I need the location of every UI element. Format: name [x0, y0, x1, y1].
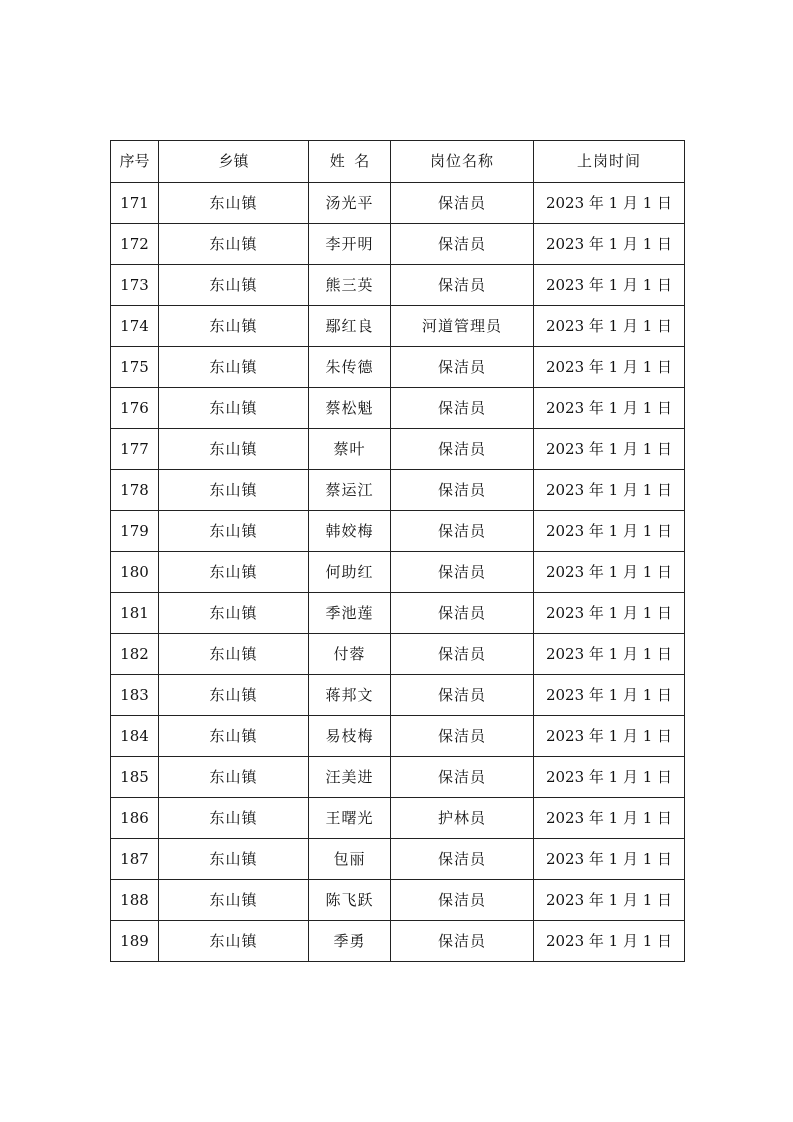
cell-seq: 183	[111, 675, 159, 716]
cell-position: 河道管理员	[391, 306, 534, 347]
cell-name: 韩姣梅	[309, 511, 391, 552]
cell-start-date: 2023 年 1 月 1 日	[534, 593, 685, 634]
cell-start-date: 2023 年 1 月 1 日	[534, 470, 685, 511]
table-row	[111, 880, 685, 921]
cell-seq: 180	[111, 552, 159, 593]
cell-town: 东山镇	[159, 224, 309, 265]
cell-position: 保洁员	[391, 388, 534, 429]
table-row	[111, 839, 685, 880]
table-header-row	[111, 141, 685, 183]
table-row	[111, 675, 685, 716]
cell-start-date: 2023 年 1 月 1 日	[534, 921, 685, 962]
table-row	[111, 593, 685, 634]
cell-name: 朱传德	[309, 347, 391, 388]
cell-seq: 189	[111, 921, 159, 962]
cell-start-date: 2023 年 1 月 1 日	[534, 757, 685, 798]
cell-town: 东山镇	[159, 183, 309, 224]
table-row	[111, 429, 685, 470]
table-row	[111, 265, 685, 306]
cell-name: 蒋邦文	[309, 675, 391, 716]
cell-name: 季勇	[309, 921, 391, 962]
table-row	[111, 470, 685, 511]
cell-start-date: 2023 年 1 月 1 日	[534, 675, 685, 716]
table-row	[111, 511, 685, 552]
cell-seq: 171	[111, 183, 159, 224]
cell-position: 保洁员	[391, 265, 534, 306]
cell-seq: 186	[111, 798, 159, 839]
cell-seq: 175	[111, 347, 159, 388]
cell-name: 蔡运江	[309, 470, 391, 511]
cell-start-date: 2023 年 1 月 1 日	[534, 880, 685, 921]
cell-position: 保洁员	[391, 757, 534, 798]
cell-seq: 174	[111, 306, 159, 347]
cell-town: 东山镇	[159, 429, 309, 470]
cell-name: 何助红	[309, 552, 391, 593]
cell-town: 东山镇	[159, 388, 309, 429]
cell-town: 东山镇	[159, 880, 309, 921]
cell-start-date: 2023 年 1 月 1 日	[534, 839, 685, 880]
cell-name: 李开明	[309, 224, 391, 265]
cell-town: 东山镇	[159, 757, 309, 798]
cell-town: 东山镇	[159, 716, 309, 757]
table-row	[111, 921, 685, 962]
cell-start-date: 2023 年 1 月 1 日	[534, 388, 685, 429]
cell-name: 易枝梅	[309, 716, 391, 757]
cell-town: 东山镇	[159, 798, 309, 839]
header-seq: 序号	[111, 141, 159, 183]
cell-seq: 177	[111, 429, 159, 470]
cell-town: 东山镇	[159, 306, 309, 347]
cell-seq: 182	[111, 634, 159, 675]
cell-start-date: 2023 年 1 月 1 日	[534, 798, 685, 839]
cell-name: 陈飞跃	[309, 880, 391, 921]
cell-start-date: 2023 年 1 月 1 日	[534, 347, 685, 388]
cell-position: 保洁员	[391, 347, 534, 388]
cell-position: 保洁员	[391, 634, 534, 675]
table-row	[111, 757, 685, 798]
cell-position: 保洁员	[391, 511, 534, 552]
cell-name: 蔡叶	[309, 429, 391, 470]
cell-position: 保洁员	[391, 470, 534, 511]
cell-seq: 185	[111, 757, 159, 798]
cell-start-date: 2023 年 1 月 1 日	[534, 306, 685, 347]
cell-position: 保洁员	[391, 429, 534, 470]
cell-seq: 181	[111, 593, 159, 634]
cell-position: 保洁员	[391, 921, 534, 962]
cell-town: 东山镇	[159, 839, 309, 880]
cell-name: 王曙光	[309, 798, 391, 839]
table-row	[111, 347, 685, 388]
table-row	[111, 716, 685, 757]
cell-seq: 188	[111, 880, 159, 921]
cell-town: 东山镇	[159, 921, 309, 962]
cell-start-date: 2023 年 1 月 1 日	[534, 552, 685, 593]
cell-position: 保洁员	[391, 593, 534, 634]
cell-position: 保洁员	[391, 716, 534, 757]
header-start-date: 上岗时间	[534, 141, 685, 183]
cell-town: 东山镇	[159, 634, 309, 675]
cell-start-date: 2023 年 1 月 1 日	[534, 511, 685, 552]
table-row	[111, 183, 685, 224]
cell-name: 季池莲	[309, 593, 391, 634]
table-row	[111, 224, 685, 265]
header-town: 乡镇	[159, 141, 309, 183]
cell-start-date: 2023 年 1 月 1 日	[534, 265, 685, 306]
cell-town: 东山镇	[159, 347, 309, 388]
cell-position: 保洁员	[391, 880, 534, 921]
table-row	[111, 552, 685, 593]
cell-seq: 172	[111, 224, 159, 265]
cell-start-date: 2023 年 1 月 1 日	[534, 634, 685, 675]
cell-position: 保洁员	[391, 552, 534, 593]
cell-position: 保洁员	[391, 224, 534, 265]
cell-seq: 173	[111, 265, 159, 306]
cell-town: 东山镇	[159, 511, 309, 552]
header-name: 姓 名	[309, 141, 391, 183]
table-row	[111, 634, 685, 675]
staff-roster-table	[110, 140, 685, 962]
cell-position: 护林员	[391, 798, 534, 839]
header-position: 岗位名称	[391, 141, 534, 183]
cell-seq: 184	[111, 716, 159, 757]
cell-town: 东山镇	[159, 470, 309, 511]
cell-seq: 187	[111, 839, 159, 880]
cell-name: 鄢红良	[309, 306, 391, 347]
cell-position: 保洁员	[391, 183, 534, 224]
cell-position: 保洁员	[391, 675, 534, 716]
cell-name: 熊三英	[309, 265, 391, 306]
cell-start-date: 2023 年 1 月 1 日	[534, 429, 685, 470]
cell-town: 东山镇	[159, 593, 309, 634]
cell-start-date: 2023 年 1 月 1 日	[534, 224, 685, 265]
cell-name: 蔡松魁	[309, 388, 391, 429]
table-row	[111, 388, 685, 429]
cell-start-date: 2023 年 1 月 1 日	[534, 183, 685, 224]
cell-seq: 179	[111, 511, 159, 552]
cell-name: 汤光平	[309, 183, 391, 224]
cell-name: 付蓉	[309, 634, 391, 675]
cell-town: 东山镇	[159, 265, 309, 306]
cell-name: 汪美进	[309, 757, 391, 798]
cell-seq: 178	[111, 470, 159, 511]
cell-seq: 176	[111, 388, 159, 429]
table-row	[111, 798, 685, 839]
table-row	[111, 306, 685, 347]
cell-position: 保洁员	[391, 839, 534, 880]
cell-town: 东山镇	[159, 675, 309, 716]
cell-name: 包丽	[309, 839, 391, 880]
cell-start-date: 2023 年 1 月 1 日	[534, 716, 685, 757]
cell-town: 东山镇	[159, 552, 309, 593]
table-body	[111, 183, 685, 962]
